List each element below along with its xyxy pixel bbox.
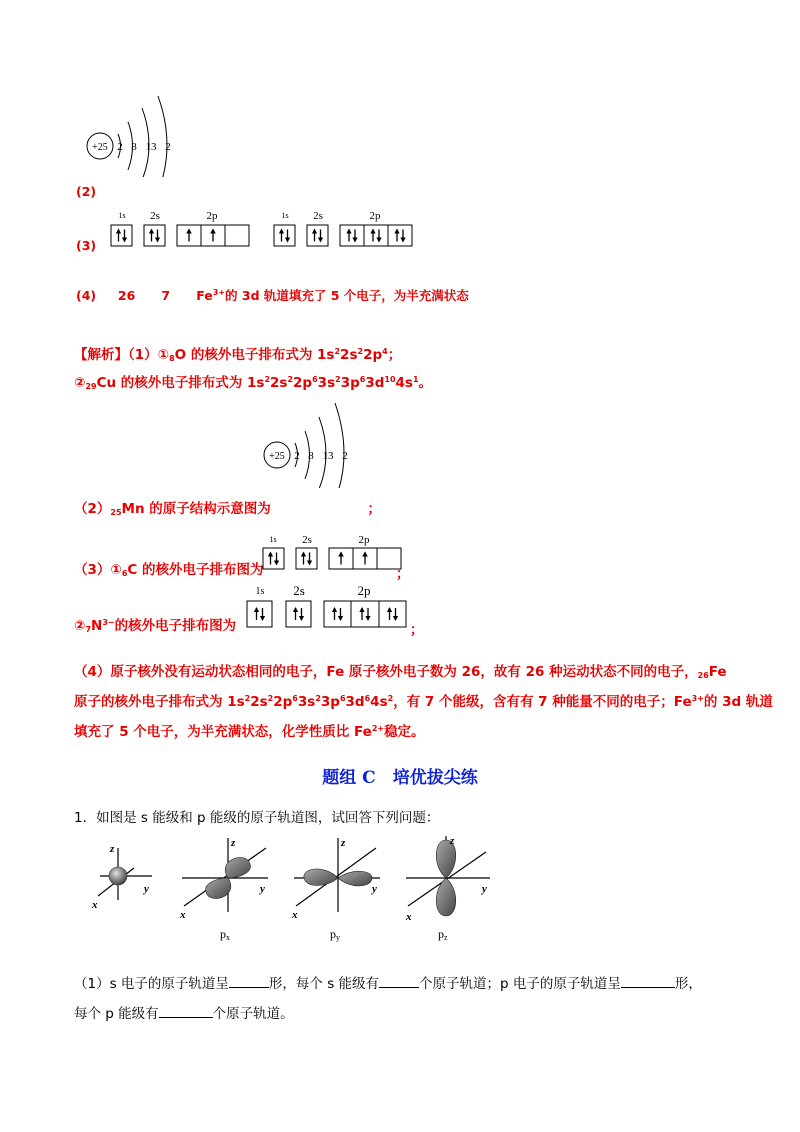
nitrogen-ion-orbital-diagram xyxy=(244,580,414,632)
svg-text:2p: 2p xyxy=(357,583,371,598)
shell-2: 8 xyxy=(131,141,137,153)
svg-text:x: x xyxy=(92,899,98,911)
item4-text: 的 3d 轨道填充了 5 个电子，为半充满状态 xyxy=(225,288,469,303)
blank-p-count[interactable] xyxy=(159,1005,213,1018)
item4-v2: 7 xyxy=(161,288,171,303)
svg-text:13: 13 xyxy=(322,450,334,462)
svg-text:z: z xyxy=(110,843,115,855)
label-2p-b: 2p xyxy=(369,210,381,222)
analysis-tag: 【解析】 xyxy=(74,347,128,363)
svg-text:+25: +25 xyxy=(269,451,285,462)
answer-item-2: (2) xyxy=(76,184,97,199)
svg-text:2: 2 xyxy=(294,450,300,462)
svg-text:py: py xyxy=(330,927,340,942)
c-semicolon: ； xyxy=(396,566,410,582)
blank-s-count[interactable] xyxy=(379,975,419,988)
answer-item-3: (3) xyxy=(76,238,97,253)
shell-1: 2 xyxy=(117,141,123,153)
label-1s-b: 1s xyxy=(281,211,289,220)
svg-text:y: y xyxy=(260,883,265,895)
svg-text:x: x xyxy=(180,909,186,921)
svg-text:2: 2 xyxy=(342,450,348,462)
shell-4: 2 xyxy=(165,141,171,153)
analysis-n-line: $②_7N^{3-}$的核外电子排布图为 xyxy=(74,618,237,634)
svg-text:z: z xyxy=(231,837,236,849)
py-orbital xyxy=(291,837,380,942)
svg-text:pz: pz xyxy=(438,927,448,942)
question-1-stem: 1．如图是 s 能级和 p 能级的原子轨道图，试回答下列问题： xyxy=(74,810,440,826)
s-orbital xyxy=(91,843,152,911)
label-2p: 2p xyxy=(206,210,218,222)
section-heading: 题组 C 培优拔尖练 xyxy=(322,768,478,788)
svg-text:x: x xyxy=(292,909,298,921)
carbon-orbital-diagram xyxy=(262,530,412,576)
item4-label: (4) xyxy=(76,288,97,303)
mn-atom-diagram-analysis xyxy=(255,400,365,488)
svg-text:z: z xyxy=(450,835,455,847)
pz-orbital xyxy=(405,835,490,942)
svg-text:8: 8 xyxy=(308,450,314,462)
svg-text:z: z xyxy=(341,837,346,849)
analysis-c-line: $(3)①_6C$ 的核外电子排布图为 xyxy=(74,562,264,578)
question-1-part-1-line-2: 每个 p 能级有 个原子轨道。 xyxy=(74,1006,294,1022)
analysis-mn-line: $(2)_{25}Mn$ 的原子结构示意图为 ； xyxy=(74,501,381,517)
label-1s: 1s xyxy=(118,211,126,220)
svg-text:y: y xyxy=(482,883,487,895)
analysis-fe-line-1: （4）原子核外没有运动状态相同的电子，Fe 原子核外电子数为 26，故有 26 种运动状态不同的电子，$_{26}$Fe xyxy=(74,664,727,680)
analysis-line-1: 【解析】$(1)①_8O$ 的核外电子排布式为 $1s^22s^22p^4$； xyxy=(74,347,402,363)
analysis-line-2: $②_{29}Cu$ 的核外电子排布式为 $1s^22s^22p^63s^23p^63d^{10}4s^1$。 xyxy=(74,375,433,391)
mn-atom-diagram-top xyxy=(80,92,190,177)
svg-text:2p: 2p xyxy=(358,534,370,546)
svg-text:1s: 1s xyxy=(269,535,277,544)
blank-s-shape[interactable] xyxy=(229,975,269,988)
analysis-fe-line-3: 填充了 5 个电子，为半充满状态，化学性质比 $Fe^{2+}$稳定。 xyxy=(74,724,425,740)
answer-item-4: (4) 26 7 $Fe^{3+}$的 3d 轨道填充了 5 个电子，为半充满状态 xyxy=(76,288,469,303)
svg-text:2s: 2s xyxy=(293,583,305,598)
blank-p-shape[interactable] xyxy=(621,975,675,988)
nucleus-charge: +25 xyxy=(92,142,108,153)
label-2s-b: 2s xyxy=(313,210,323,222)
svg-text:px: px xyxy=(220,927,230,942)
n-semicolon: ； xyxy=(410,622,424,638)
shell-3: 13 xyxy=(145,141,157,153)
svg-text:y: y xyxy=(144,883,149,895)
svg-text:x: x xyxy=(406,911,412,923)
orbital-shapes-figure xyxy=(80,830,510,950)
svg-text:1s: 1s xyxy=(255,586,265,597)
item4-ion: Fe xyxy=(196,288,213,303)
item4-v1: 26 xyxy=(117,288,136,303)
svg-text:2s: 2s xyxy=(302,534,312,546)
svg-text:y: y xyxy=(372,883,377,895)
orbital-diagrams-item3 xyxy=(100,205,420,253)
px-orbital xyxy=(179,837,268,942)
analysis-fe-line-2: 原子的核外电子排布式为 $1s^22s^22p^63s^23p^63d^64s^2$，有 7 个能级，含有有 7 种能量不同的电子；$Fe^{3+}$的 3d 轨道 xyxy=(74,694,773,710)
question-1-part-1-line-1: （1）s 电子的原子轨道呈 形，每个 s 能级有 个原子轨道；p 电子的原子轨道呈 形， xyxy=(74,976,702,992)
label-2s: 2s xyxy=(150,210,160,222)
